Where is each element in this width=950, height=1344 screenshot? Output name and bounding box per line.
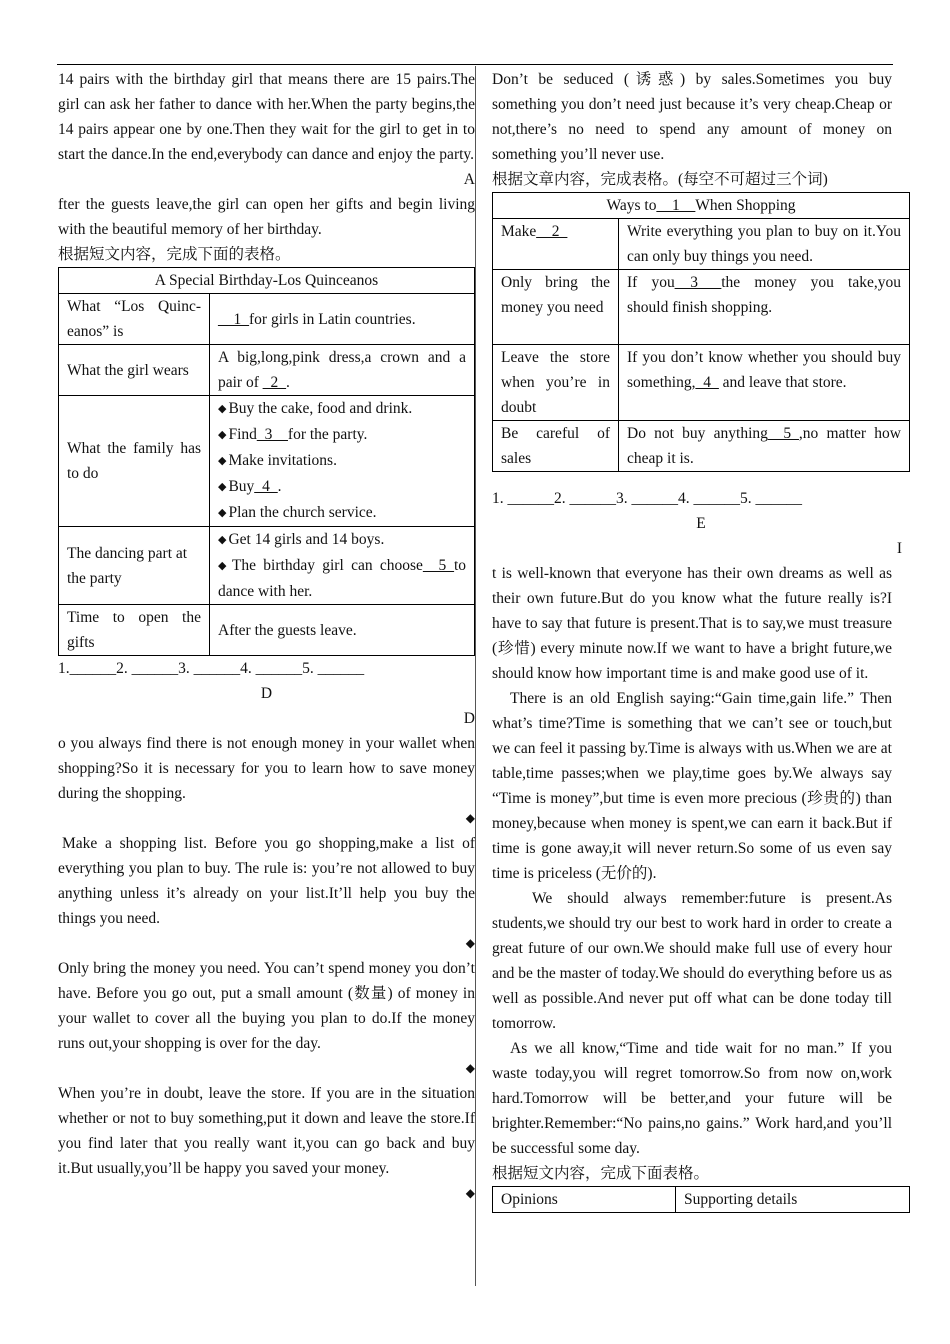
table-row-label: Time to open the gifts	[59, 605, 210, 656]
table-row-content: A big,long,pink dress,a crown and a pair of _2_.	[210, 345, 475, 396]
section-label-d: D	[260, 685, 273, 702]
bullet-item: ◆ Make invitations.	[218, 452, 337, 469]
blank-3[interactable]: __3___	[674, 274, 722, 291]
table-row-content: Write everything you plan to buy on it.You can only buy things you need.	[619, 219, 910, 270]
tip-1: Make a shopping list. Before you go shopping,make a list of everything you plan to buy. The rule is: you’re not allowed to buy anything unless it’s already on your list.It’ll help you buy the things you need.	[58, 835, 475, 927]
bullet-item: ◆ Buy the cake, food and drink.	[218, 400, 413, 417]
blank-1[interactable]: __1__	[656, 197, 696, 214]
opinions-table	[492, 1186, 910, 1213]
diamond-icon: ◆	[218, 403, 227, 415]
passage-c-text: 14 pairs with the birthday girl that means there are 15 pairs.The girl can ask her father to dance with her.When the party begins,the 14 pairs appear one by one.Then they wait for the girl to get in to start the dance.In the end,everybody can dance and enjoy the party.	[58, 71, 475, 163]
diamond-icon: ◆	[218, 560, 230, 572]
passage-e-p4: As we all know,“Time and tide wait for no man.” If you waste today,you will regret tomorrow.So from now on,work hard.Tomorrow will be better,and your future will be brighter.Remember:“No pains,no gains.” Work hard,and you’ll be successful some day.	[492, 1040, 892, 1157]
table-row-content: If you__3___the money you take,you should finish shopping.	[619, 270, 910, 345]
bullet-item: ◆ Get 14 girls and 14 boys.	[218, 531, 385, 548]
table-row-content	[210, 396, 475, 527]
table-row-label: Leave the store when you’re in doubt	[493, 345, 619, 421]
blank-3[interactable]: _3__	[256, 426, 288, 443]
table-row-content: If you don’t know whether you should buy something,_4_ and leave that store.	[619, 345, 910, 421]
bullet-item: ◆ Buy_4_.	[218, 478, 282, 495]
table-row-label: What the family has to do	[59, 396, 210, 527]
diamond-icon: ◆	[218, 481, 227, 493]
bullet-item: ◆ The birthday girl can choose__5_to dance with her.	[218, 557, 466, 600]
blank-4[interactable]: _4_	[695, 374, 719, 391]
diamond-icon: ◆	[218, 455, 227, 467]
answer-line[interactable]: 1.______2. ______3. ______4. ______5. ______	[58, 660, 365, 677]
diamond-icon: ◆	[465, 1186, 475, 1200]
table-row-content: Do not buy anything__5_,no matter how cheap it is.	[619, 421, 910, 472]
tip-3: When you’re in doubt, leave the store. If you are in the situation whether or not to buy something,put it down and leave the store.If you find later that you really want it,you can go back and buy it.But usually,you’ll be happy you saved your money.	[58, 1085, 475, 1177]
instruction-e: 根据短文内容，完成下面表格。	[492, 1165, 710, 1182]
top-rule	[57, 64, 893, 65]
blank-5[interactable]: __5_	[767, 425, 799, 442]
blank-2[interactable]: _2_	[262, 374, 287, 391]
diamond-icon: ◆	[465, 1061, 475, 1075]
blank-5[interactable]: __5_	[422, 557, 454, 574]
section-label-e: E	[696, 515, 706, 532]
table-row-label: Make__2_	[493, 219, 619, 270]
bullet-item: ◆ Find_3__for the party.	[218, 426, 368, 443]
answer-line[interactable]: 1. ______2. ______3. ______4. ______5. ______	[492, 490, 802, 507]
diamond-icon: ◆	[465, 811, 475, 825]
dropcap-i: I	[896, 540, 902, 557]
table-row-label: Be careful of sales	[493, 421, 619, 472]
tip-4: Don’t be seduced (诱惑) by sales.Sometimes you buy something you don’t need just because it’s very cheap.Cheap or not,there’s no need to spend any amount of money on something you’ll never use.	[492, 71, 892, 163]
blank-2[interactable]: __2_	[536, 223, 568, 240]
table-row-label: The dancing part at the party	[59, 527, 210, 605]
diamond-icon: ◆	[465, 936, 475, 950]
table-title: A Special Birthday-Los Quinceanos	[59, 268, 475, 294]
table-header-details: Supporting details	[676, 1187, 910, 1213]
spacer	[492, 472, 910, 486]
table-row-content: After the guests leave.	[210, 605, 475, 656]
left-column	[58, 67, 475, 1206]
shopping-table	[492, 192, 910, 472]
diamond-icon: ◆	[218, 507, 227, 519]
table-title: Ways to__1__When Shopping	[493, 193, 910, 219]
dropcap-a: A	[463, 171, 475, 188]
passage-e-p3: We should always remember:future is present.As students,we should try our best to work hard in order to create a great future of our own.We should make full use of every hour and be the master of today.We should do everything before us as well as possible.And never put off what can be done today till tomorrow.	[492, 890, 892, 1032]
bullet-item: ◆ Plan the church service.	[218, 504, 377, 521]
table-row-label: Only bring the money you need	[493, 270, 619, 345]
diamond-icon: ◆	[218, 534, 227, 546]
passage-e-p2: There is an old English saying:“Gain time,gain life.” Then what’s time?Time is something that we can’t see or touch,but we can feel it passing by.Time is always with us.When we are at table,time passes;when we play,time goes by.We always say “Time is money”,but time is even more precious (珍贵的) than money,because when money is spent,we can earn it back.But if time is gone away,it will never return.So some of us even say time is priceless (无价的).	[492, 690, 892, 882]
column-divider	[475, 66, 476, 1286]
table-header-opinions: Opinions	[493, 1187, 676, 1213]
table-row-label: What the girl wears	[59, 345, 210, 396]
tip-2: Only bring the money you need. You can’t spend money you don’t have. Before you go out, put a small amount (数量) of money in your wallet to cover all the buying you plan to do.If the money runs out,your shopping is over for the day.	[58, 960, 475, 1052]
quinceanos-table	[58, 267, 475, 656]
instruction-c: 根据短文内容，完成下面的表格。	[58, 246, 291, 263]
diamond-icon: ◆	[218, 429, 227, 441]
passage-d-intro: o you always find there is not enough money in your wallet when shopping?So it is necessary for you to learn how to save money during the shopping.	[58, 735, 475, 802]
passage-e-p1: t is well-known that everyone has their own dreams as well as their own future.But do you know what the future really is?I have to say that future is present.That is to say,we must treasure (珍惜) every minute now.If we want to have a bright future,we should know how important time is and make good use of it.	[492, 565, 892, 682]
table-row-content	[210, 527, 475, 605]
passage-c-text-2: fter the guests leave,the girl can open her gifts and begin living with the beautiful memory of her birthday.	[58, 196, 475, 238]
table-row-content: __1_for girls in Latin countries.	[210, 294, 475, 345]
dropcap-d: D	[463, 710, 475, 727]
blank-1[interactable]: __1_	[218, 310, 249, 328]
blank-4[interactable]: _4_	[254, 478, 278, 495]
instruction-d: 根据文章内容，完成表格。(每空不可超过三个词)	[492, 171, 828, 188]
table-row-label: What “Los Quinc-eanos” is	[59, 294, 210, 345]
right-column	[492, 67, 910, 1213]
